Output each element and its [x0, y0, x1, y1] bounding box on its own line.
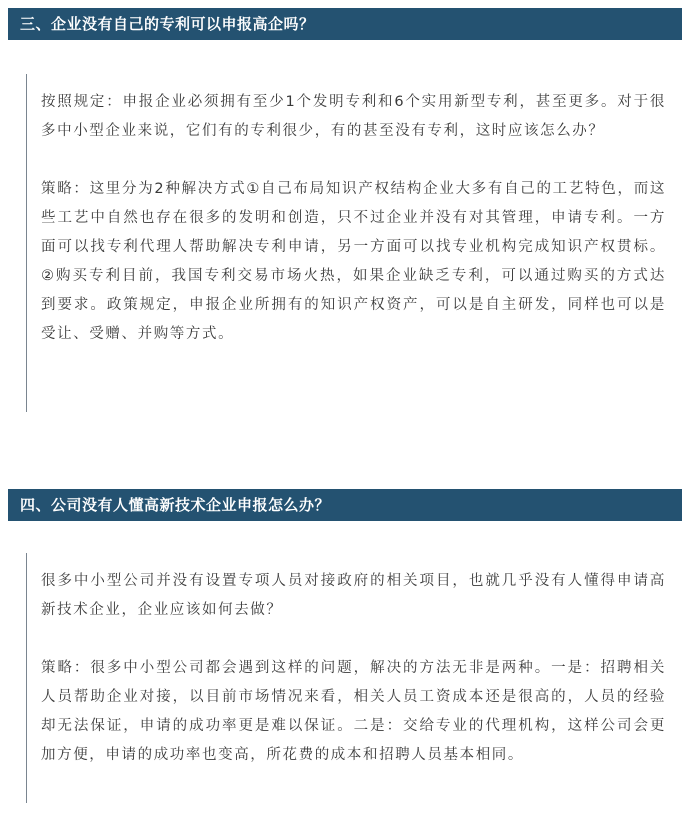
section-heading-patent: 三、企业没有自己的专利可以申报高企吗？: [8, 8, 682, 40]
paragraph-staffing-problem: 很多中小型公司并没有设置专项人员对接政府的相关项目，也就几乎没有人懂得申请高新技术企业，企业应该如何去做？: [41, 573, 666, 618]
paragraph-staffing-strategy: 策略：很多中小型公司都会遇到这样的问题，解决的方法无非是两种。一是：招聘相关人员帮助企业对接，以目前市场情况来看，相关人员工资成本还是很高的，人员的经验却无法保证，申请的成功率更是难以保证。二是：交给专业的代理机构，这样公司会更加方便，申请的成功率也变高，所花费的成本和招聘人员基本相同。: [41, 660, 666, 763]
blockquote-staffing: [26, 553, 666, 803]
section-heading-staffing: 四、公司没有人懂高新技术企业申报怎么办？: [8, 489, 682, 521]
paragraph-patent-strategy: 策略：这里分为2种解决方式①自己布局知识产权结构企业大多有自己的工艺特色，而这些工艺中自然也存在很多的发明和创造，只不过企业并没有对其管理，申请专利。一方面可以找专利代理人帮助解决专利申请，另一方面可以找专业机构完成知识产权贯标。②购买专利目前，我国专利交易市场火热，如果企业缺乏专利，可以通过购买的方式达到要求。政策规定，申报企业所拥有的知识产权资产，可以是自主研发，同样也可以是受让、受赠、并购等方式。: [41, 181, 666, 342]
paragraph-patent-rule: 按照规定：申报企业必须拥有至少1个发明专利和6个实用新型专利，甚至更多。对于很多中小型企业来说，它们有的专利很少，有的甚至没有专利，这时应该怎么办？: [41, 94, 666, 139]
blockquote-patent: [26, 74, 666, 412]
